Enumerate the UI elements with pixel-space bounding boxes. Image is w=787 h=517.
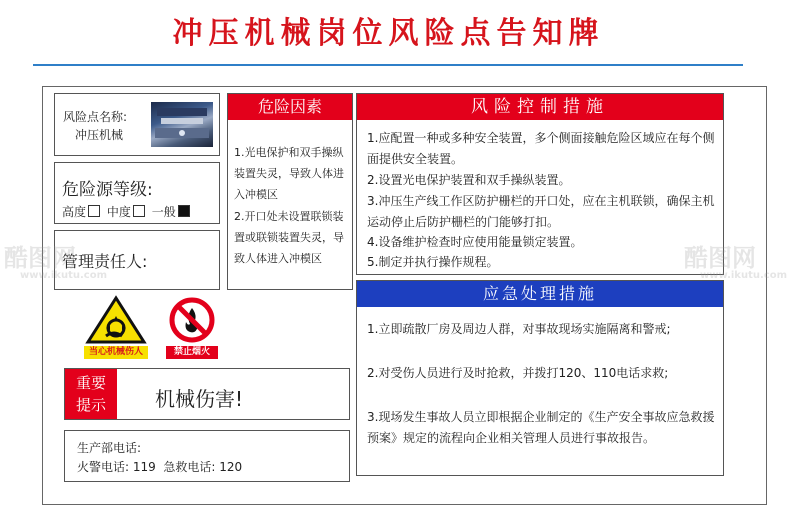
risk-control-item-5: 5.制定并执行操作规程。 [367, 255, 499, 269]
mechanical-hazard-icon [84, 296, 148, 344]
watermark-left [4, 238, 76, 273]
notice-message: 机械伤害! [155, 387, 244, 411]
important-notice-box [64, 368, 350, 420]
risk-control-box [356, 93, 724, 275]
important-notice-tag [65, 369, 117, 419]
hazard-level-box [54, 162, 220, 224]
hazard-factors-heading: 危险因素 [228, 94, 352, 120]
emergency-item-3: 3.现场发生事故人员立即根据企业制定的《生产安全事故应急救援预案》规定的流程向企业相关管理人员进行事故报告。 [367, 410, 715, 445]
emergency-item-2: 2.对受伤人员进行及时抢救，并拨打120、110电话求救; [367, 366, 669, 380]
watermark-right-text: 酷图网 [684, 244, 756, 272]
sign-mechanical-caption: 当心机械伤人 [84, 346, 148, 359]
hazard-level-options [62, 203, 193, 220]
option-high-checkbox[interactable] [88, 205, 100, 217]
hazard-factor-item-1: 1.光电保护和双手操纵装置失灵，导致人体进入冲模区 [234, 146, 344, 201]
option-general-label: 一般 [151, 205, 176, 219]
risk-control-heading: 风险控制措施 [357, 94, 723, 120]
hazard-factor-item-2: 2.开口处未设置联锁装置或联锁装置失灵，导致人体进入冲模区 [234, 210, 344, 265]
risk-point-box [54, 93, 220, 156]
contacts-box [64, 430, 350, 482]
option-medium-label: 中度 [106, 205, 131, 219]
option-general-checkbox[interactable] [178, 205, 190, 217]
sign-no-fire [166, 296, 218, 362]
option-medium-checkbox[interactable] [133, 205, 145, 217]
responsible-label: 管理责任人: [62, 252, 148, 271]
hazard-level-label: 危险源等级: [62, 180, 153, 200]
risk-control-item-4: 4.设备维护检查时应使用能量锁定装置。 [367, 235, 583, 249]
press-machine-icon [151, 102, 213, 147]
emergency-item-1: 1.立即疏散厂房及周边人群，对事故现场实施隔离和警戒; [367, 322, 671, 336]
risk-control-item-2: 2.设置光电保护装置和双手操纵装置。 [367, 173, 571, 187]
machine-photo [151, 102, 213, 147]
risk-point-label: 风险点名称: [63, 110, 128, 124]
sign-no-fire-caption: 禁止烟火 [166, 346, 218, 359]
risk-point-name: 冲压机械 [75, 128, 124, 142]
risk-control-item-1: 1.应配置一种或多种安全装置，多个侧面接触危险区域应在每个侧面提供安全装置。 [367, 131, 715, 166]
notice-tag-line2: 提示 [75, 396, 106, 414]
risk-control-item-3: 3.冲压生产线工作区防护栅栏的开口处，应在主机联锁，确保主机运动停止后防护栅栏的门能够打扣。 [367, 194, 715, 229]
emergency-box [356, 280, 724, 476]
watermark-left-text: 酷图网 [4, 244, 76, 272]
no-fire-icon [166, 296, 218, 344]
watermark-right [684, 238, 756, 273]
production-phone: 生产部电话: [77, 441, 142, 455]
page-title: 冲压机械岗位风险点告知牌 [172, 16, 605, 51]
watermark-right-url: www.ikutu.com [700, 270, 787, 281]
hazard-factors-box [227, 93, 353, 290]
responsible-box [54, 230, 220, 290]
notice-tag-line1: 重要 [75, 374, 106, 392]
title-divider [33, 64, 743, 66]
emergency-phones: 火警电话: 119 急救电话: 120 [77, 460, 243, 474]
sign-mechanical [84, 296, 148, 362]
option-high-label: 高度 [62, 205, 87, 219]
emergency-heading: 应急处理措施 [357, 281, 723, 307]
watermark-left-url: www.ikutu.com [20, 270, 107, 281]
